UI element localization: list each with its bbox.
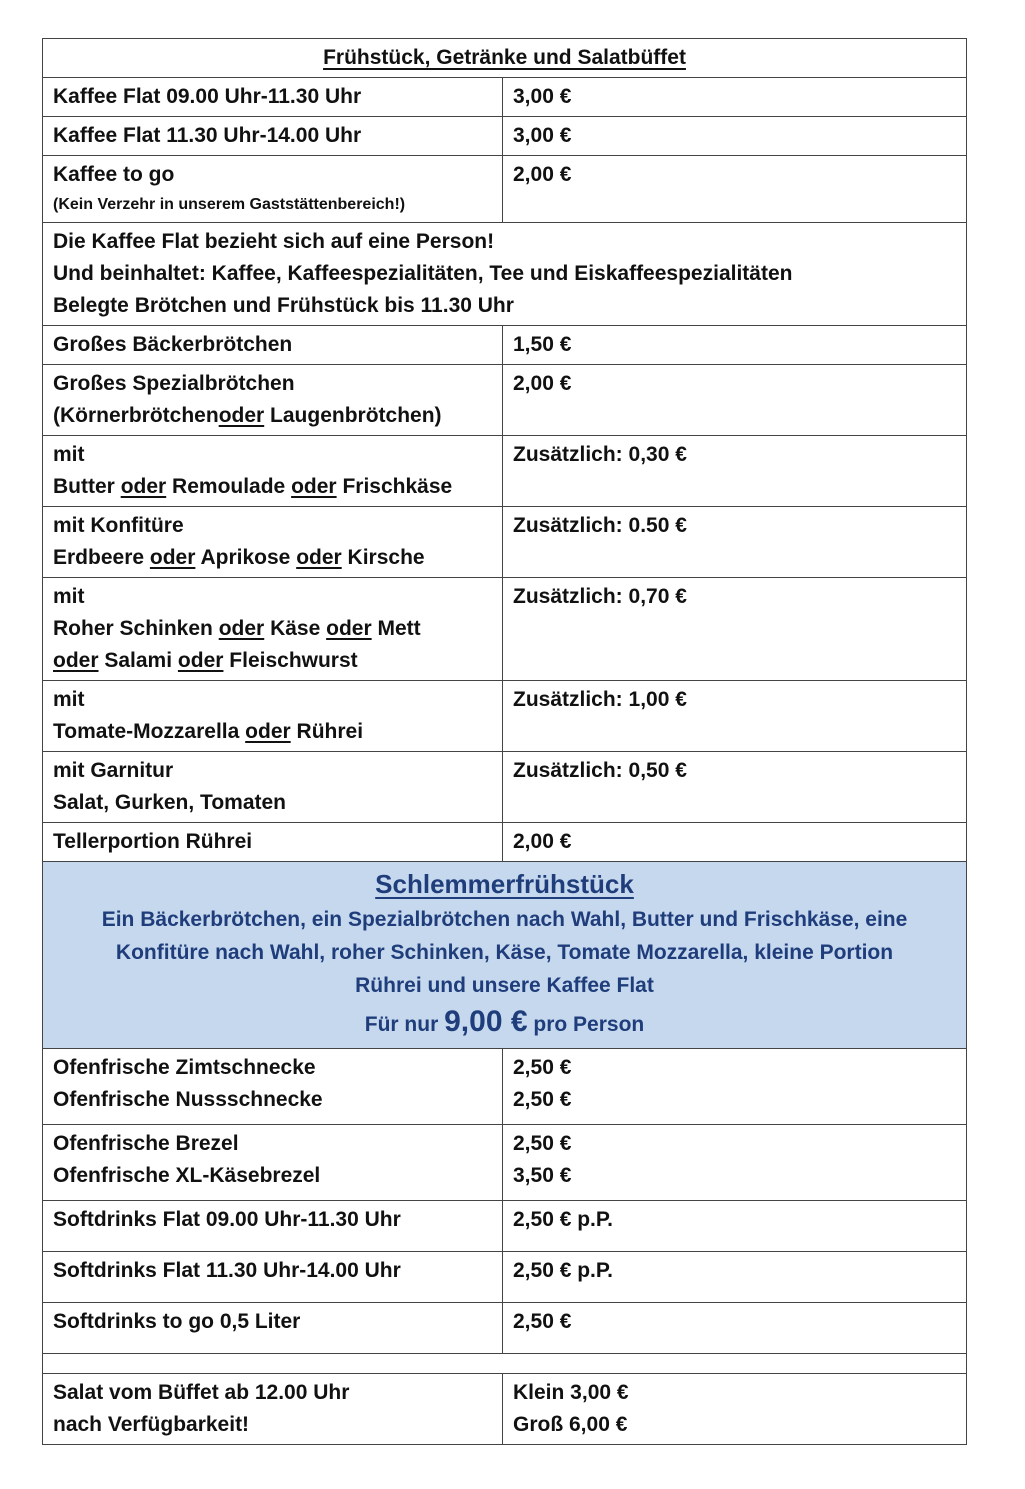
item-name-cell bbox=[43, 681, 503, 752]
info-row bbox=[43, 223, 967, 326]
table-row bbox=[43, 156, 967, 223]
menu-table bbox=[42, 38, 967, 1445]
item-name-cell bbox=[43, 752, 503, 823]
item-name: mit Garnitur bbox=[53, 759, 174, 782]
or-word: oder bbox=[53, 649, 99, 672]
item-price: Klein 3,00 € bbox=[513, 1381, 629, 1404]
table-row bbox=[43, 78, 967, 117]
item-name: Ofenfrische Brezel bbox=[53, 1132, 239, 1155]
item-name: nach Verfügbarkeit! bbox=[53, 1413, 250, 1436]
item-name-cell bbox=[43, 436, 503, 507]
flat-info-cell bbox=[43, 223, 967, 326]
item-options: Tomate-Mozzarella oder Rührei bbox=[53, 720, 364, 743]
title-row bbox=[43, 39, 967, 78]
or-word: oder bbox=[120, 475, 167, 498]
table-row bbox=[43, 1049, 967, 1125]
table-row bbox=[43, 365, 967, 436]
item-price: Zusätzlich: 0,30 € bbox=[503, 436, 967, 507]
item-name: Tellerportion Rührei bbox=[43, 823, 503, 862]
item-note: (Kein Verzehr in unserem Gaststättenbereich!) bbox=[53, 196, 406, 213]
or-word: oder bbox=[218, 404, 265, 427]
item-name: Salat vom Büffet ab 12.00 Uhr bbox=[53, 1381, 350, 1404]
item-name: Softdrinks Flat 11.30 Uhr-14.00 Uhr bbox=[43, 1252, 503, 1303]
item-price: 3,50 € bbox=[513, 1164, 572, 1187]
item-name: Kaffee Flat 09.00 Uhr-11.30 Uhr bbox=[43, 78, 503, 117]
item-name-cell bbox=[43, 507, 503, 578]
item-price: 2,50 € bbox=[513, 1132, 572, 1155]
table-row bbox=[43, 1252, 967, 1303]
item-price-cell bbox=[503, 1049, 967, 1125]
item-price: 2,50 € bbox=[513, 1088, 572, 1111]
empty-row bbox=[43, 1354, 967, 1374]
special-offer-price: 9,00 € bbox=[444, 1005, 528, 1038]
item-name: Großes Bäckerbrötchen bbox=[43, 326, 503, 365]
item-price: Zusätzlich: 0,70 € bbox=[503, 578, 967, 681]
item-price: 2,00 € bbox=[503, 156, 967, 223]
item-name-cell bbox=[43, 578, 503, 681]
table-row bbox=[43, 681, 967, 752]
special-offer-title: Schlemmerfrühstück bbox=[375, 869, 634, 899]
item-price: Zusätzlich: 0,50 € bbox=[503, 752, 967, 823]
menu-title-cell bbox=[43, 39, 967, 78]
or-word: oder bbox=[149, 546, 196, 569]
table-row bbox=[43, 1303, 967, 1354]
item-price: Groß 6,00 € bbox=[513, 1413, 628, 1436]
item-price: Zusätzlich: 1,00 € bbox=[503, 681, 967, 752]
item-name: mit Konfitüre bbox=[53, 514, 184, 537]
or-word: oder bbox=[177, 649, 224, 672]
item-options: (Körnerbrötchenoder Laugenbrötchen) bbox=[53, 404, 442, 427]
special-offer-row bbox=[43, 862, 967, 1049]
item-name: mit bbox=[53, 585, 85, 608]
item-name: Ofenfrische Nussschnecke bbox=[53, 1088, 323, 1111]
or-word: oder bbox=[245, 720, 291, 743]
or-word: oder bbox=[291, 475, 337, 498]
item-name: Kaffee Flat 11.30 Uhr-14.00 Uhr bbox=[43, 117, 503, 156]
item-price: Zusätzlich: 0.50 € bbox=[503, 507, 967, 578]
price-suffix: pro Person bbox=[533, 1013, 645, 1036]
item-name-cell bbox=[43, 1125, 503, 1201]
item-name: Kaffee to go bbox=[53, 163, 175, 186]
table-row bbox=[43, 752, 967, 823]
special-offer-description: Rührei und unsere Kaffee Flat bbox=[355, 974, 654, 997]
item-name: Großes Spezialbrötchen bbox=[53, 372, 295, 395]
table-row bbox=[43, 326, 967, 365]
or-word: oder bbox=[218, 617, 265, 640]
or-word: oder bbox=[296, 546, 342, 569]
special-offer-box bbox=[43, 862, 967, 1049]
item-name-cell bbox=[43, 156, 503, 223]
table-row bbox=[43, 823, 967, 862]
price-prefix: Für nur bbox=[364, 1013, 439, 1036]
item-name-cell bbox=[43, 1374, 503, 1445]
item-options: Erdbeere oder Aprikose oder Kirsche bbox=[53, 546, 425, 569]
item-price: 2,50 € bbox=[503, 1303, 967, 1354]
item-price: 3,00 € bbox=[503, 117, 967, 156]
table-row bbox=[43, 578, 967, 681]
item-name: mit bbox=[53, 688, 85, 711]
item-price: 1,50 € bbox=[503, 326, 967, 365]
item-name-cell bbox=[43, 1049, 503, 1125]
item-price: 2,50 € bbox=[513, 1056, 572, 1079]
table-row bbox=[43, 1201, 967, 1252]
empty-cell bbox=[43, 1354, 967, 1374]
item-price: 2,00 € bbox=[503, 823, 967, 862]
item-options: Salat, Gurken, Tomaten bbox=[53, 791, 286, 814]
table-row bbox=[43, 117, 967, 156]
table-row bbox=[43, 1374, 967, 1445]
flat-info-line: Belegte Brötchen und Frühstück bis 11.30 Uhr bbox=[53, 294, 514, 317]
or-word: oder bbox=[326, 617, 372, 640]
item-name: Ofenfrische XL-Käsebrezel bbox=[53, 1164, 321, 1187]
flat-info-line: Die Kaffee Flat bezieht sich auf eine Person! bbox=[53, 230, 495, 253]
table-row bbox=[43, 1125, 967, 1201]
item-options: oder Salami oder Fleischwurst bbox=[53, 649, 358, 672]
table-row bbox=[43, 436, 967, 507]
item-price: 2,00 € bbox=[503, 365, 967, 436]
flat-info-line: Und beinhaltet: Kaffee, Kaffeespezialitäten, Tee und Eiskaffeespezialitäten bbox=[53, 262, 793, 285]
item-price-cell bbox=[503, 1374, 967, 1445]
item-name: Ofenfrische Zimtschnecke bbox=[53, 1056, 316, 1079]
table-row bbox=[43, 507, 967, 578]
special-offer-description: Ein Bäckerbrötchen, ein Spezialbrötchen nach Wahl, Butter und Frischkäse, eine bbox=[101, 908, 908, 931]
item-price: 2,50 € p.P. bbox=[503, 1252, 967, 1303]
item-price-cell bbox=[503, 1125, 967, 1201]
menu-title: Frühstück, Getränke und Salatbüffet bbox=[323, 46, 686, 69]
item-price: 3,00 € bbox=[503, 78, 967, 117]
item-name: mit bbox=[53, 443, 85, 466]
item-name-cell bbox=[43, 365, 503, 436]
special-offer-description: Konfitüre nach Wahl, roher Schinken, Käse, Tomate Mozzarella, kleine Portion bbox=[115, 941, 894, 964]
item-options: Roher Schinken oder Käse oder Mett bbox=[53, 617, 421, 640]
item-name: Softdrinks Flat 09.00 Uhr-11.30 Uhr bbox=[43, 1201, 503, 1252]
item-price: 2,50 € p.P. bbox=[503, 1201, 967, 1252]
item-name: Softdrinks to go 0,5 Liter bbox=[43, 1303, 503, 1354]
item-options: Butter oder Remoulade oder Frischkäse bbox=[53, 475, 453, 498]
special-offer-price-line bbox=[53, 1002, 956, 1045]
